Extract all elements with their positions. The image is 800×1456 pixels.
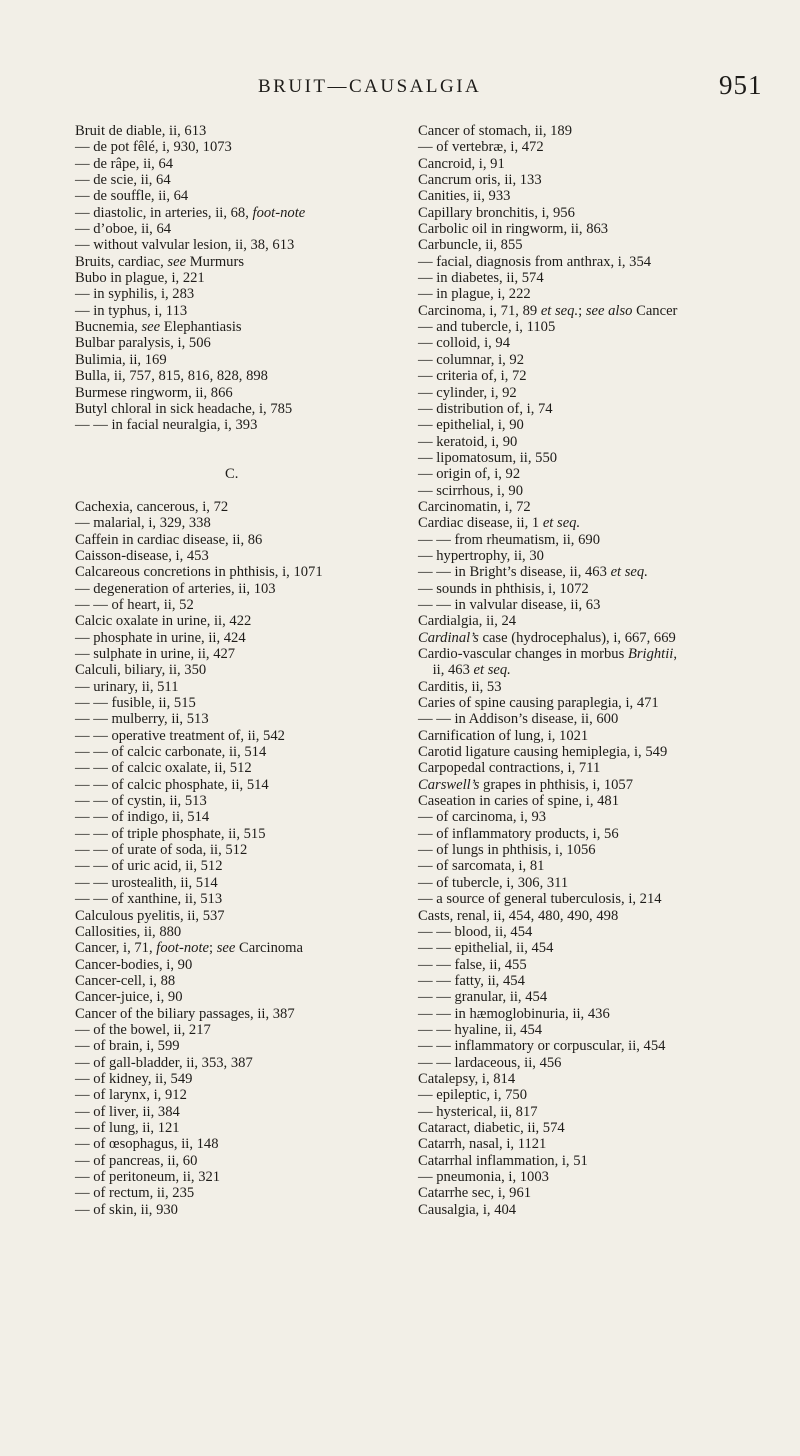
index-entry: Cachexia, cancerous, i, 72 [75,498,229,515]
index-entry: Caisson-disease, i, 453 [75,547,209,564]
index-entry: Capillary bronchitis, i, 956 [418,204,575,221]
index-entry: — of carcinoma, i, 93 [418,809,547,826]
index-entry: Casts, renal, ii, 454, 480, 490, 498 [418,907,619,924]
index-entry: — lipomatosum, ii, 550 [418,449,558,466]
index-entry: — in typhus, i, 113 [75,302,188,319]
index-entry: — — hyaline, ii, 454 [418,1021,543,1038]
index-entry: Bucnemia, see Elephantiasis [75,319,242,336]
index-entry: — of sarcomata, i, 81 [418,858,545,875]
index-entry: Burmese ringworm, ii, 866 [75,384,233,401]
index-entry: Carpopedal contractions, i, 711 [418,760,601,777]
index-entry: Bubo in plague, i, 221 [75,270,205,287]
index-entry: Carditis, ii, 53 [418,678,502,695]
section-letter-heading: C. [225,466,239,483]
index-entry: — — in facial neuralgia, i, 393 [75,417,258,434]
index-entry: — de pot fêlé, i, 930, 1073 [75,139,232,156]
blank-line [75,483,435,499]
index-entry: Cardio-vascular changes in morbus Brightii, [418,646,677,662]
index-entry: — of lung, ii, 121 [75,1119,180,1136]
index-entry: — — from rheumatism, ii, 690 [418,531,600,548]
index-entry: — in diabetes, ii, 574 [418,270,544,287]
index-entry: Cancroid, i, 91 [418,155,505,172]
index-entry: — — of calcic phosphate, ii, 514 [75,776,269,793]
index-entry: Calcic oxalate in urine, ii, 422 [75,613,252,630]
index-entry: Carcinoma, i, 71, 89 et seq.; see also Cancer [418,302,678,319]
index-entry: Carcinomatin, i, 72 [418,498,531,515]
index-entry: — de râpe, ii, 64 [75,155,174,172]
index-entry: — — lardaceous, ii, 456 [418,1054,562,1071]
index-entry: — of tubercle, i, 306, 311 [418,874,569,891]
index-entry: Cardinal’s case (hydrocephalus), i, 667, 669 [418,629,676,646]
index-entry: — — urostealith, ii, 514 [75,874,218,891]
index-entry: — in plague, i, 222 [418,286,531,303]
index-entry: — cylinder, i, 92 [418,384,517,401]
index-entry: — hypertrophy, ii, 30 [418,547,544,564]
index-entry: Catalepsy, i, 814 [418,1070,516,1087]
index-entry: — of inflammatory products, i, 56 [418,825,619,842]
index-entry: — of liver, ii, 384 [75,1103,180,1120]
index-entry: Bulbar paralysis, i, 506 [75,335,211,352]
index-entry: — sulphate in urine, ii, 427 [75,646,236,662]
index-column-right [418,123,768,1218]
index-entry: Calculi, biliary, ii, 350 [75,662,207,679]
index-entry: — of pancreas, ii, 60 [75,1152,198,1169]
index-entry: — — mulberry, ii, 513 [75,711,209,728]
blank-line [75,450,435,466]
index-entry: ii, 463 et seq. [418,662,511,679]
index-entry: — colloid, i, 94 [418,335,511,352]
index-entry: — hysterical, ii, 817 [418,1103,538,1120]
index-entry: — — of indigo, ii, 514 [75,809,210,826]
index-entry: — urinary, ii, 511 [75,678,179,695]
index-entry: — — of xanthine, ii, 513 [75,891,223,908]
index-entry: Cardialgia, ii, 24 [418,613,517,630]
index-entry: Canities, ii, 933 [418,188,511,205]
index-entry: — without valvular lesion, ii, 38, 613 [75,237,295,254]
index-entry: Bulla, ii, 757, 815, 816, 828, 898 [75,368,268,385]
index-entry: — scirrhous, i, 90 [418,482,523,499]
index-entry: — d’oboe, ii, 64 [75,221,172,238]
index-entry: Caries of spine causing paraplegia, i, 471 [418,695,659,712]
index-entry: Carswell’s grapes in phthisis, i, 1057 [418,776,634,793]
running-title: BRUIT—CAUSALGIA [258,76,482,97]
index-entry: — — false, ii, 455 [418,956,527,973]
index-entry: Caseation in caries of spine, i, 481 [418,793,620,810]
index-entry: — — of cystin, ii, 513 [75,793,207,810]
index-entry: — pneumonia, i, 1003 [418,1169,549,1185]
index-entry: — — of calcic carbonate, ii, 514 [75,744,267,761]
index-entry: — and tubercle, i, 1105 [418,319,556,336]
index-entry: Catarrh, nasal, i, 1121 [418,1136,547,1153]
index-entry: — phosphate in urine, ii, 424 [75,629,246,646]
index-entry: — columnar, i, 92 [418,351,525,368]
index-entry: — — in valvular disease, ii, 63 [418,596,601,613]
index-entry: — of the bowel, ii, 217 [75,1021,211,1038]
index-entry: Cancrum oris, ii, 133 [418,172,542,189]
index-entry: Calculous pyelitis, ii, 537 [75,907,225,924]
index-entry: Catarrhal inflammation, i, 51 [418,1152,588,1169]
index-entry: Bruit de diable, ii, 613 [75,123,207,139]
index-entry: — — granular, ii, 454 [418,989,548,1006]
index-entry: — — in Addison’s disease, ii, 600 [418,711,619,728]
index-entry: — — epithelial, ii, 454 [418,940,554,957]
index-entry: — — of calcic oxalate, ii, 512 [75,760,252,777]
index-entry: — — blood, ii, 454 [418,923,533,940]
index-entry: Bulimia, ii, 169 [75,351,167,368]
index-entry: Causalgia, i, 404 [418,1201,517,1218]
index-entry: — of œsophagus, ii, 148 [75,1136,219,1153]
index-entry: — in syphilis, i, 283 [75,286,195,303]
index-entry: — of larynx, i, 912 [75,1087,187,1104]
index-entry: Cancer-cell, i, 88 [75,972,176,989]
index-entry: — of lungs in phthisis, i, 1056 [418,842,596,859]
index-entry: — of peritoneum, ii, 321 [75,1169,221,1185]
index-entry: — de scie, ii, 64 [75,172,171,189]
index-entry: Carbuncle, ii, 855 [418,237,523,254]
index-entry: Cancer of the biliary passages, ii, 387 [75,1005,295,1022]
index-entry: — distribution of, i, 74 [418,400,553,417]
index-entry: Cataract, diabetic, ii, 574 [418,1119,565,1136]
index-entry: — of vertebræ, i, 472 [418,139,544,156]
index-entry: — diastolic, in arteries, ii, 68, foot-note [75,204,306,221]
index-entry: — — of heart, ii, 52 [75,596,194,613]
index-entry: — — operative treatment of, ii, 542 [75,727,285,744]
index-entry: — de souffle, ii, 64 [75,188,189,205]
index-entry: Butyl chloral in sick headache, i, 785 [75,400,293,417]
index-entry: — origin of, i, 92 [418,466,521,483]
index-column-left [75,123,435,1218]
index-entry: — malarial, i, 329, 338 [75,515,211,532]
index-entry: — — of uric acid, ii, 512 [75,858,223,875]
index-entry: Caffein in cardiac disease, ii, 86 [75,531,263,548]
page-header [0,70,800,102]
page-number: 951 [719,70,763,100]
index-entry: Cancer of stomach, ii, 189 [418,123,573,139]
index-entry: — a source of general tuberculosis, i, 214 [418,891,662,908]
index-entry: — facial, diagnosis from anthrax, i, 354 [418,253,652,270]
blank-line [75,434,435,450]
index-entry: — epileptic, i, 750 [418,1087,528,1104]
index-entry: — of rectum, ii, 235 [75,1185,195,1202]
index-entry: — of kidney, ii, 549 [75,1070,193,1087]
index-entry: Calcareous concretions in phthisis, i, 1071 [75,564,323,581]
index-entry: Cancer-bodies, i, 90 [75,956,193,973]
index-entry: Carotid ligature causing hemiplegia, i, 549 [418,744,668,761]
index-entry: Carnification of lung, i, 1021 [418,727,589,744]
index-entry: — sounds in phthisis, i, 1072 [418,580,589,597]
index-entry: — epithelial, i, 90 [418,417,524,434]
index-entry: — — in hæmoglobinuria, ii, 436 [418,1005,610,1022]
index-entry: Cardiac disease, ii, 1 et seq. [418,515,581,532]
index-entry: — — fatty, ii, 454 [418,972,525,989]
index-entry: — of gall-bladder, ii, 353, 387 [75,1054,253,1071]
index-entry: — — fusible, ii, 515 [75,695,196,712]
index-entry: Carbolic oil in ringworm, ii, 863 [418,221,609,238]
index-entry: — — in Bright’s disease, ii, 463 et seq. [418,564,648,581]
index-entry: Bruits, cardiac, see Murmurs [75,253,245,270]
index-entry: — of brain, i, 599 [75,1038,180,1055]
index-entry: — — of urate of soda, ii, 512 [75,842,248,859]
index-entry: — of skin, ii, 930 [75,1201,178,1218]
index-entry: Callosities, ii, 880 [75,923,182,940]
index-entry: Cancer-juice, i, 90 [75,989,183,1006]
index-entry: — — of triple phosphate, ii, 515 [75,825,266,842]
index-entry: — degeneration of arteries, ii, 103 [75,580,276,597]
index-entry: — criteria of, i, 72 [418,368,527,385]
index-entry: — — inflammatory or corpuscular, ii, 454 [418,1038,666,1055]
index-entry: Catarrhe sec, i, 961 [418,1185,532,1202]
index-entry: Cancer, i, 71, foot-note; see Carcinoma [75,940,304,957]
index-entry: — keratoid, i, 90 [418,433,518,450]
